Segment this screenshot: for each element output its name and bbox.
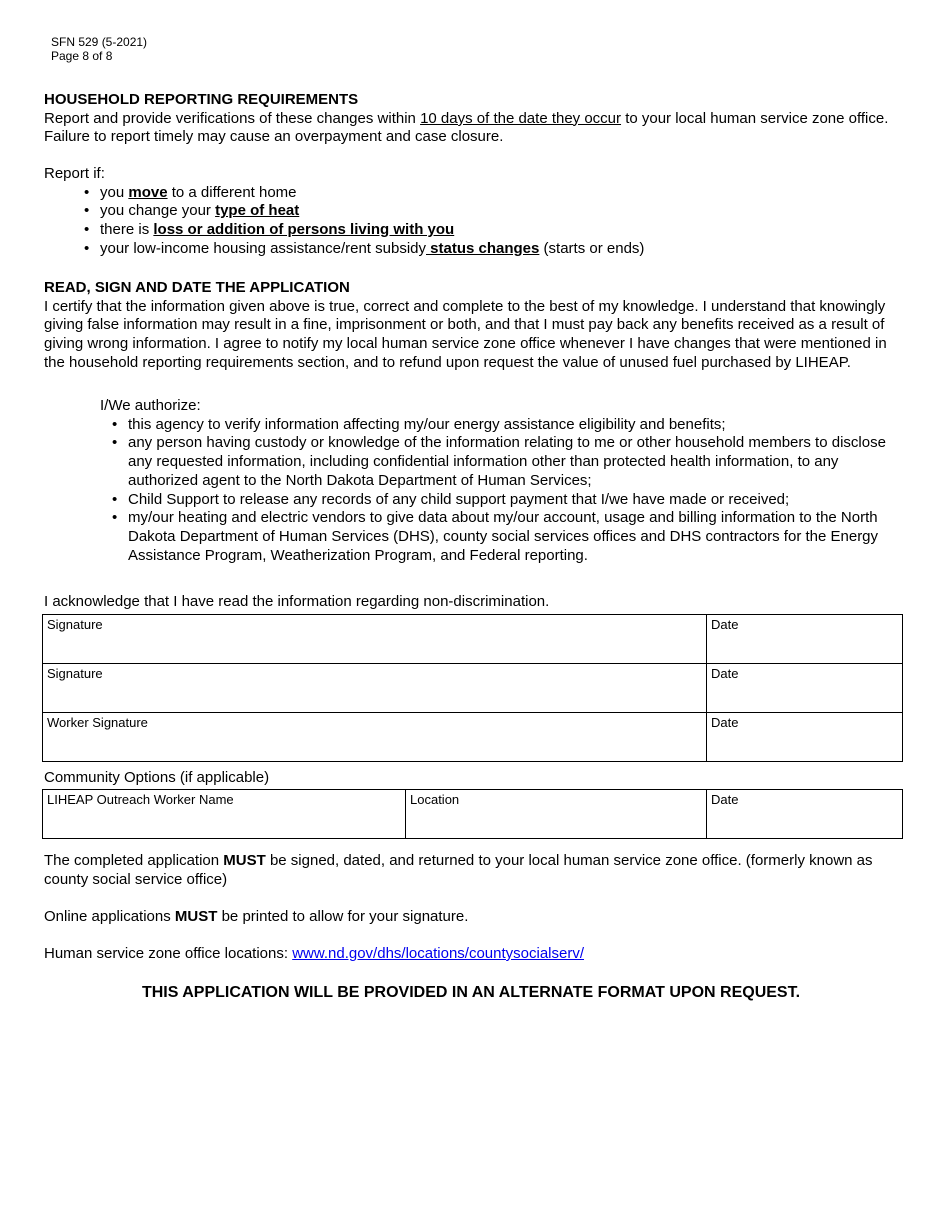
report-if-label: Report if:: [44, 165, 105, 182]
date-field[interactable]: Date: [707, 664, 903, 713]
office-locations-link[interactable]: www.nd.gov/dhs/locations/countysocialserv/: [292, 945, 584, 962]
report-deadline: 10 days of the date they occur: [420, 109, 622, 127]
worker-signature-field[interactable]: Worker Signature: [43, 713, 707, 762]
list-item: • any person having custody or knowledge of the information relating to me or other household members to disclose any requested information, including confidential information other than protected health information, to any authorized agent to the North Dakota Department of Human Services;: [100, 434, 905, 490]
alternate-format-notice: THIS APPLICATION WILL BE PROVIDED IN AN ALTERNATE FORMAT UPON REQUEST.: [141, 984, 801, 1001]
table-row: [43, 713, 903, 762]
reporting-section: [44, 91, 904, 147]
list-item: • you move to a different home: [44, 184, 904, 203]
list-item: • you change your type of heat: [44, 202, 904, 221]
page-number: Page 8 of 8: [51, 49, 113, 63]
reporting-intro: Report and provide verifications of these changes within 10 days of the date they occur to your local human service zone office. Failure to report timely may cause an overpayment and case closure.: [44, 109, 889, 146]
signature-table: [42, 614, 903, 762]
authorize-section: [100, 397, 905, 565]
report-if-section: [44, 165, 904, 259]
certify-heading: READ, SIGN AND DATE THE APPLICATION: [44, 279, 350, 296]
online-application-note: Online applications MUST be printed to allow for your signature.: [44, 908, 469, 925]
date-field[interactable]: Date: [707, 713, 903, 762]
acknowledge-text: I acknowledge that I have read the information regarding non-discrimination.: [44, 593, 550, 610]
form-header: [51, 35, 147, 63]
date-field[interactable]: Date: [707, 790, 903, 839]
signature-field[interactable]: Signature: [43, 664, 707, 713]
certify-section: [44, 279, 904, 373]
reporting-heading: HOUSEHOLD REPORTING REQUIREMENTS: [44, 91, 359, 108]
list-item: • my/our heating and electric vendors to give data about my/our account, usage and billing information to the North Dakota Department of Human Services (DHS), county social services offices and DHS contractors for the Energy Assistance Program, Weatherization Program, and Federal reporting.: [100, 509, 905, 565]
report-list: [44, 184, 904, 259]
signature-field[interactable]: Signature: [43, 615, 707, 664]
list-item: • this agency to verify information affecting my/our energy assistance eligibility and benefits;: [100, 416, 905, 435]
community-table: [42, 789, 903, 839]
authorize-list: [100, 416, 905, 566]
list-item: • Child Support to release any records of any child support payment that I/we have made or received;: [100, 491, 905, 510]
list-item: • your low-income housing assistance/rent subsidy status changes (starts or ends): [44, 240, 904, 259]
location-field[interactable]: Location: [406, 790, 707, 839]
form-number: SFN 529 (5-2021): [51, 35, 148, 49]
office-locations: Human service zone office locations: www.nd.gov/dhs/locations/countysocialserv/: [44, 945, 584, 962]
table-row: [43, 615, 903, 664]
completed-application-note: The completed application MUST be signed, dated, and returned to your local human service zone office. (formerly known as county social service office): [44, 852, 873, 888]
date-field[interactable]: Date: [707, 615, 903, 664]
community-options-label: Community Options (if applicable): [44, 769, 270, 786]
authorize-label: I/We authorize:: [100, 397, 201, 414]
table-row: [43, 790, 903, 839]
table-row: [43, 664, 903, 713]
certify-text: I certify that the information given above is true, correct and complete to the best of my knowledge. I understand that knowingly giving false information may result in a fine, imprisonment or both, and that I must pay back any benefits received as a result of giving wrong information. I agree to notify my local human service zone office whenever I have changes that were mentioned in the household reporting requirements section, and to refund upon request the value of unused fuel purchased by LIHEAP.: [44, 297, 887, 371]
outreach-worker-name-field[interactable]: LIHEAP Outreach Worker Name: [43, 790, 406, 839]
list-item: • there is loss or addition of persons living with you: [44, 221, 904, 240]
